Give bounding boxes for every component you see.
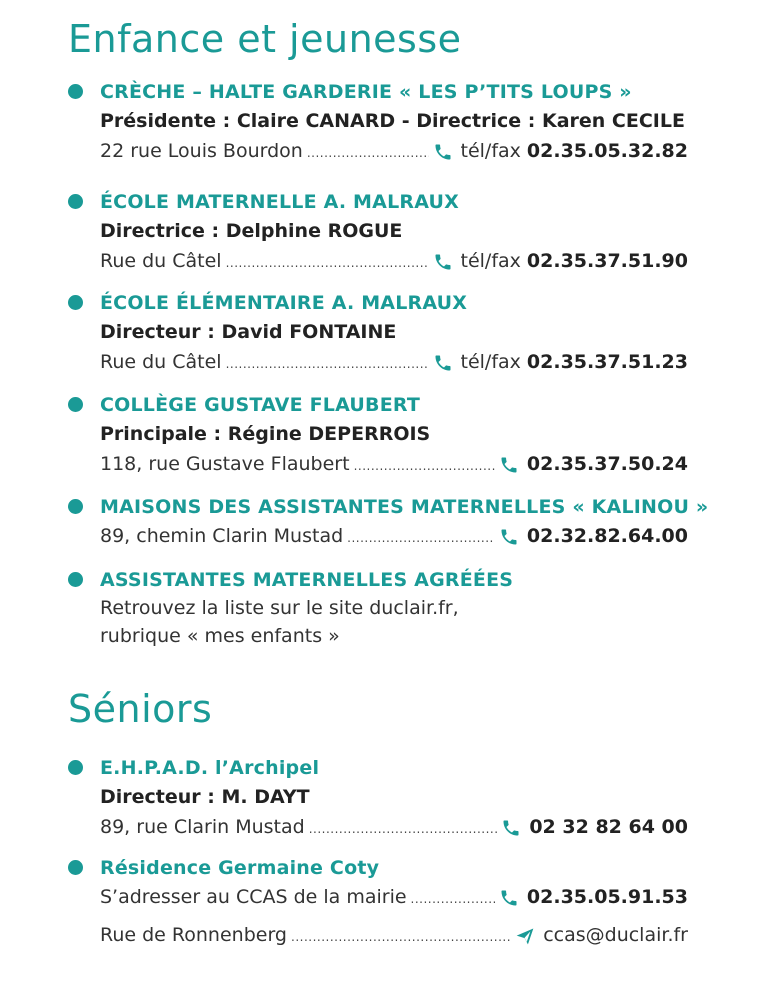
bullet-icon (68, 860, 83, 875)
item-address-row (100, 812, 688, 844)
item-address-row (100, 347, 688, 379)
item-address-row (100, 246, 688, 278)
item-phone[interactable]: 02.35.37.51.23 (526, 351, 688, 373)
dot-leader (411, 884, 495, 914)
phone-icon (499, 888, 519, 908)
dot-leader (226, 248, 429, 278)
item-name: COLLÈGE GUSTAVE FLAUBERT (100, 394, 421, 416)
phone-icon (433, 252, 453, 272)
dot-leader (307, 138, 429, 168)
section-title-seniors: Séniors (68, 687, 213, 731)
item-address: S’adresser au CCAS de la mairie (100, 886, 407, 908)
paper-plane-icon (515, 926, 535, 946)
item-phone[interactable]: 02 32 82 64 00 (529, 816, 688, 838)
item-phone[interactable]: 02.35.37.51.90 (526, 250, 688, 272)
list-item-college (68, 391, 688, 481)
item-description: Retrouvez la liste sur le site duclair.fr, (100, 597, 459, 619)
item-phone[interactable]: 02.35.05.32.82 (526, 140, 688, 162)
item-phone-label: tél/fax (460, 351, 521, 373)
item-contact: Directeur : David FONTAINE (100, 321, 397, 343)
bullet-icon (68, 295, 83, 310)
item-address-row (100, 882, 688, 914)
item-address: 118, rue Gustave Flaubert (100, 453, 350, 475)
dot-leader (354, 451, 495, 481)
section-title-enfance: Enfance et jeunesse (68, 17, 462, 61)
dot-leader (226, 349, 429, 379)
item-email-row (100, 920, 688, 952)
phone-icon (433, 353, 453, 373)
item-phone-label: tél/fax (460, 250, 521, 272)
item-address: Rue du Câtel (100, 250, 222, 272)
list-item-creche (68, 78, 688, 168)
list-item-mam-kalinou (68, 493, 709, 553)
bullet-icon (68, 194, 83, 209)
item-description: rubrique « mes enfants » (100, 625, 340, 647)
item-name: CRÈCHE – HALTE GARDERIE « LES P’TITS LOUPS » (100, 81, 632, 103)
item-phone[interactable]: 02.35.05.91.53 (526, 886, 688, 908)
phone-icon (499, 527, 519, 547)
bullet-icon (68, 499, 83, 514)
item-address: Rue du Câtel (100, 351, 222, 373)
item-name: ASSISTANTES MATERNELLES AGRÉÉES (100, 569, 514, 591)
item-contact: Présidente : Claire CANARD - Directrice : Karen CECILE (100, 110, 685, 132)
list-item-residence-coty (68, 854, 688, 952)
item-name: Résidence Germaine Coty (100, 857, 380, 879)
item-phone-label: tél/fax (460, 140, 521, 162)
item-address-row (100, 449, 688, 481)
dot-leader (291, 922, 511, 952)
item-name: MAISONS DES ASSISTANTES MATERNELLES « KALINOU » (100, 496, 709, 518)
phone-icon (499, 455, 519, 475)
item-address-row (100, 521, 688, 553)
item-name: E.H.P.A.D. l’Archipel (100, 757, 320, 779)
dot-leader (309, 814, 498, 844)
item-phone[interactable]: 02.32.82.64.00 (526, 525, 688, 547)
bullet-icon (68, 84, 83, 99)
item-address: 89, rue Clarin Mustad (100, 816, 305, 838)
list-item-ehpad (68, 754, 688, 844)
bullet-icon (68, 397, 83, 412)
phone-icon (433, 142, 453, 162)
item-address: 22 rue Louis Bourdon (100, 140, 303, 162)
item-contact: Directrice : Delphine ROGUE (100, 220, 403, 242)
item-address: Rue de Ronnenberg (100, 924, 287, 946)
item-contact: Directeur : M. DAYT (100, 786, 310, 808)
bullet-icon (68, 572, 83, 587)
list-item-ecole-elementaire (68, 289, 688, 379)
list-item-ecole-maternelle (68, 188, 688, 278)
dot-leader (347, 523, 495, 553)
item-address-row (100, 136, 688, 168)
item-address: 89, chemin Clarin Mustad (100, 525, 344, 547)
list-item-assistantes-agreees (68, 566, 688, 650)
bullet-icon (68, 760, 83, 775)
phone-icon (501, 818, 521, 838)
item-email[interactable]: ccas@duclair.fr (543, 924, 688, 946)
item-name: ÉCOLE MATERNELLE A. MALRAUX (100, 191, 460, 213)
item-phone[interactable]: 02.35.37.50.24 (526, 453, 688, 475)
item-contact: Principale : Régine DEPERROIS (100, 423, 431, 445)
item-name: ÉCOLE ÉLÉMENTAIRE A. MALRAUX (100, 292, 468, 314)
